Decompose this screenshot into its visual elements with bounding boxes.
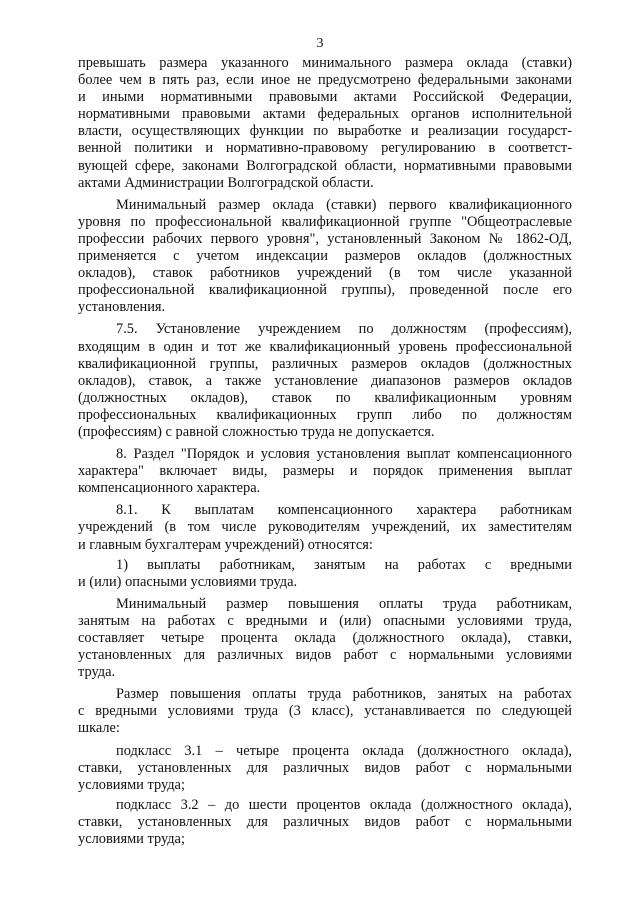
text-line: окладов), ставок работников учреждений (в том числе указанной xyxy=(78,265,572,282)
text-line: подкласс 3.2 – до шести процентов оклада (должностного оклада), xyxy=(116,796,572,813)
text-line: вующей сфере, законами Волгоградской области, нормативными правовыми xyxy=(78,157,572,174)
text-line: профессиональных квалификационных групп либо по должностям xyxy=(78,406,572,423)
text-line: окладов), ставок, а также установление диапазонов размеров окладов xyxy=(78,372,572,389)
text-line: и иными нормативными правовыми актами Российской Федерации, xyxy=(78,89,572,106)
text-line: Минимальный размер оклада (ставки) первого квалификационного xyxy=(116,196,572,213)
text-line: профессии рабочих первого уровня", установленный Законом № 1862-ОД, xyxy=(78,230,572,247)
text-line: учреждений (в том числе руководителям учреждений, их заместителям xyxy=(78,519,572,536)
text-line: и главным бухгалтерам учреждений) относятся: xyxy=(78,536,373,553)
text-line: квалификационной группы, различных размеров окладов (должностных xyxy=(78,355,572,372)
text-line: входящим в один и тот же квалификационный уровень профессиональной xyxy=(78,338,572,355)
text-line: (должностных окладов), ставок по квалификационным уровням xyxy=(78,389,572,406)
text-line: установления. xyxy=(78,299,166,316)
text-line: подкласс 3.1 – четыре процента оклада (должностного оклада), xyxy=(116,742,572,759)
text-line: 8. Раздел "Порядок и условия установления выплат компенсационного xyxy=(116,446,572,463)
text-line: характера" включает виды, размеры и порядок применения выплат xyxy=(78,463,572,480)
text-line: Размер повышения оплаты труда работников, занятых на работах xyxy=(116,686,572,703)
text-line: с вредными условиями труда (3 класс), устанавливается по следующей xyxy=(78,703,572,720)
text-line: 7.5. Установление учреждением по должностям (профессиям), xyxy=(116,321,572,338)
text-line: власти, осуществляющих функции по выработке и реализации государст- xyxy=(78,123,572,140)
text-line: и (или) опасными условиями труда. xyxy=(78,573,298,590)
text-line: уровня по профессиональной квалификационной группе "Общеотраслевые xyxy=(78,213,572,230)
text-line: условиями труда; xyxy=(78,831,185,848)
text-line: установленных для различных видов работ с нормальными условиями xyxy=(78,647,572,664)
text-line: 8.1. К выплатам компенсационного характера работникам xyxy=(116,502,572,519)
text-line: (профессиям) с равной сложностью труда не допускается. xyxy=(78,423,435,440)
text-line: применяется с учетом индексации размеров окладов (должностных xyxy=(78,248,572,265)
text-line: составляет четыре процента оклада (должностного оклада), ставки, xyxy=(78,630,572,646)
document-body xyxy=(78,55,572,848)
text-line: труда. xyxy=(78,664,116,681)
text-line: Минимальный размер повышения оплаты труда работникам, xyxy=(116,595,572,612)
text-line: ставки, установленных для различных видов работ с нормальными xyxy=(78,813,572,830)
text-line: условиями труда; xyxy=(78,776,185,793)
text-line: шкале: xyxy=(78,720,120,737)
text-line: компенсационного характера. xyxy=(78,480,261,497)
text-line: нормативными правовыми актами федеральных органов исполнительной xyxy=(78,106,572,123)
text-line: более чем в пять раз, если иное не предусмотрено федеральными законами xyxy=(78,72,572,89)
text-line: 1) выплаты работникам, занятым на работах с вредными xyxy=(116,556,572,573)
text-line: венной политики и нормативно-правовому регулированию в соответст- xyxy=(78,140,572,157)
text-line: профессиональной квалификационной группы), проведенной после его xyxy=(78,282,572,299)
text-line: ставки, установленных для различных видов работ с нормальными xyxy=(78,759,572,776)
text-line: занятым на работах с вредными и (или) опасными условиями труда, xyxy=(78,612,572,629)
text-line: превышать размера указанного минимального размера оклада (ставки) xyxy=(78,55,572,71)
page-number: 3 xyxy=(316,36,324,51)
text-line: актами Администрации Волгоградской области. xyxy=(78,174,374,191)
